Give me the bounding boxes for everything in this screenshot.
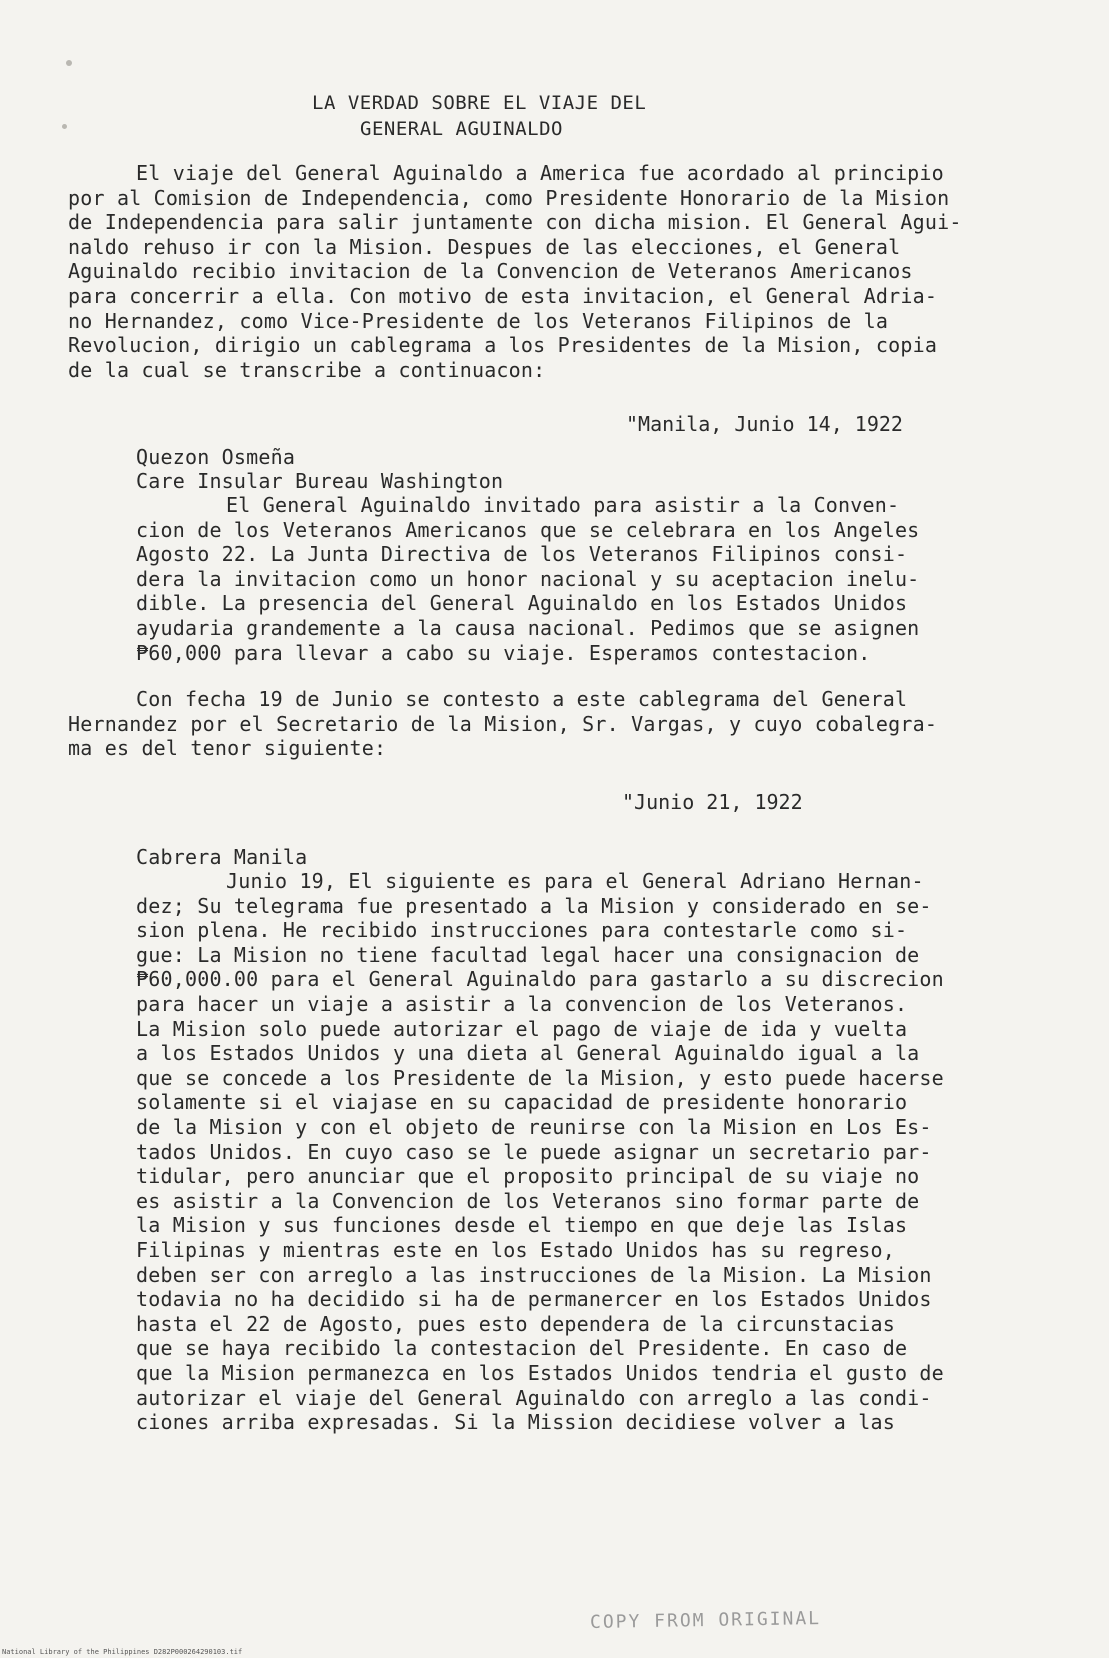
- text-line: Revolucion, dirigio un cablegrama a los Presidentes de la Mision, copia: [68, 333, 938, 358]
- text-line: de la Mision y con el objeto de reunirse con la Mision en Los Es-: [136, 1115, 932, 1139]
- text-line: ₱60,000 para llevar a cabo su viaje. Esperamos contestacion.: [136, 640, 871, 665]
- text-line: que se concede a los Presidente de la Mision, y esto puede hacerse: [136, 1065, 944, 1090]
- text-line: Junio 19, El siguiente es para el General Adriano Hernan-: [226, 869, 924, 893]
- text-line: para concerrir a ella. Con motivo de esta invitacion, el General Adria-: [68, 284, 938, 308]
- cable1-address: Care Insular Bureau Washington: [136, 469, 504, 493]
- document-title-line-2: GENERAL AGUINALDO: [360, 118, 563, 140]
- text-line: que se haya recibido la contestacion del Presidente. En caso de: [136, 1336, 908, 1361]
- text-line: autorizar el viaje del General Aguinaldo con arreglo a las condi-: [136, 1385, 932, 1410]
- text-line: tados Unidos. En cuyo caso se le puede asignar un secretario par-: [136, 1139, 932, 1164]
- text-line: El viaje del General Aguinaldo a America fue acordado al principio: [136, 161, 944, 185]
- text-line: sion plena. He recibido instrucciones para contestarle como si-: [136, 918, 908, 943]
- text-line: de Independencia para salir juntamente con dicha mision. El General Agui-: [68, 210, 962, 235]
- text-line: solamente si el viajase en su capacidad de presidente honorario: [136, 1090, 908, 1115]
- text-line: cion de los Veteranos Americanos que se celebrara en los Angeles: [136, 517, 920, 542]
- text-line: a los Estados Unidos y una dieta al General Aguinaldo igual a la: [136, 1041, 920, 1066]
- copy-stamp: COPY FROM ORIGINAL: [589, 1607, 822, 1634]
- text-line: hasta el 22 de Agosto, pues esto dependera de la circunstacias: [136, 1311, 895, 1336]
- text-line: por al Comision de Independencia, como Presidente Honorario de la Mision: [68, 185, 950, 210]
- text-line: naldo rehuso ir con la Mision. Despues de las elecciones, el General: [68, 234, 901, 259]
- text-line: es asistir a la Convencion de los Veteranos sino formar parte de: [136, 1188, 920, 1213]
- document-title-line-1: LA VERDAD SOBRE EL VIAJE DEL: [312, 92, 647, 114]
- text-line: ma es del tenor siguiente:: [68, 736, 387, 761]
- text-line: El General Aguinaldo invitado para asistir a la Conven-: [226, 493, 900, 517]
- scan-speck: [66, 60, 72, 66]
- text-line: Con fecha 19 de Junio se contesto a este cablegrama del General: [136, 687, 908, 711]
- text-line: no Hernandez, como Vice-Presidente de los Veteranos Filipinos de la: [68, 308, 889, 333]
- text-line: de la cual se transcribe a continuacon:: [68, 357, 546, 382]
- text-line: Hernandez por el Secretario de la Mision, Sr. Vargas, y cuyo cobalegra-: [68, 711, 938, 736]
- scan-speck: [62, 124, 67, 129]
- text-line: La Mision solo puede autorizar el pago de viaje de ida y vuelta: [136, 1016, 908, 1041]
- cable1-addressee: Quezon Osmeña: [136, 445, 296, 469]
- text-line: dez; Su telegrama fue presentado a la Mision y considerado en se-: [136, 893, 932, 918]
- cable1-dateline: "Manila, Junio 14, 1922: [626, 412, 903, 436]
- text-line: Aguinaldo recibio invitacion de la Convencion de Veteranos Americanos: [68, 259, 913, 284]
- text-line: tidular, pero anunciar que el proposito principal de su viaje no: [136, 1164, 920, 1189]
- scan-footer: National Library of the Philippines D282P000264290103.tif: [2, 1648, 243, 1656]
- text-line: para hacer un viaje a asistir a la convencion de los Veteranos.: [136, 992, 908, 1016]
- text-line: ayudaria grandemente a la causa nacional. Pedimos que se asignen: [136, 616, 920, 640]
- text-line: Filipinas y mientras este en los Estado Unidos has su regreso,: [136, 1238, 895, 1262]
- cable2-addressee: Cabrera Manila: [136, 845, 308, 869]
- cable2-dateline: "Junio 21, 1922: [622, 790, 803, 814]
- text-line: la Mision y sus funciones desde el tiempo en que deje las Islas: [136, 1213, 908, 1238]
- text-line: que la Mision permanezca en los Estados Unidos tendria el gusto de: [136, 1361, 944, 1385]
- text-line: ciones arriba expresadas. Si la Mission decidiese volver a las: [136, 1410, 895, 1435]
- text-line: Agosto 22. La Junta Directiva de los Veteranos Filipinos consi-: [136, 542, 908, 567]
- text-line: deben ser con arreglo a las instrucciones de la Mision. La Mision: [136, 1262, 932, 1287]
- text-line: todavia no ha decidido si ha de permanercer en los Estados Unidos: [136, 1287, 932, 1312]
- text-line: ₱60,000.00 para el General Aguinaldo para gastarlo a su discrecion: [136, 967, 944, 992]
- text-line: dera la invitacion como un honor nacional y su aceptacion inelu-: [136, 566, 920, 591]
- text-line: dible. La presencia del General Aguinaldo en los Estados Unidos: [136, 591, 908, 616]
- text-line: gue: La Mision no tiene facultad legal hacer una consignacion de: [136, 942, 920, 967]
